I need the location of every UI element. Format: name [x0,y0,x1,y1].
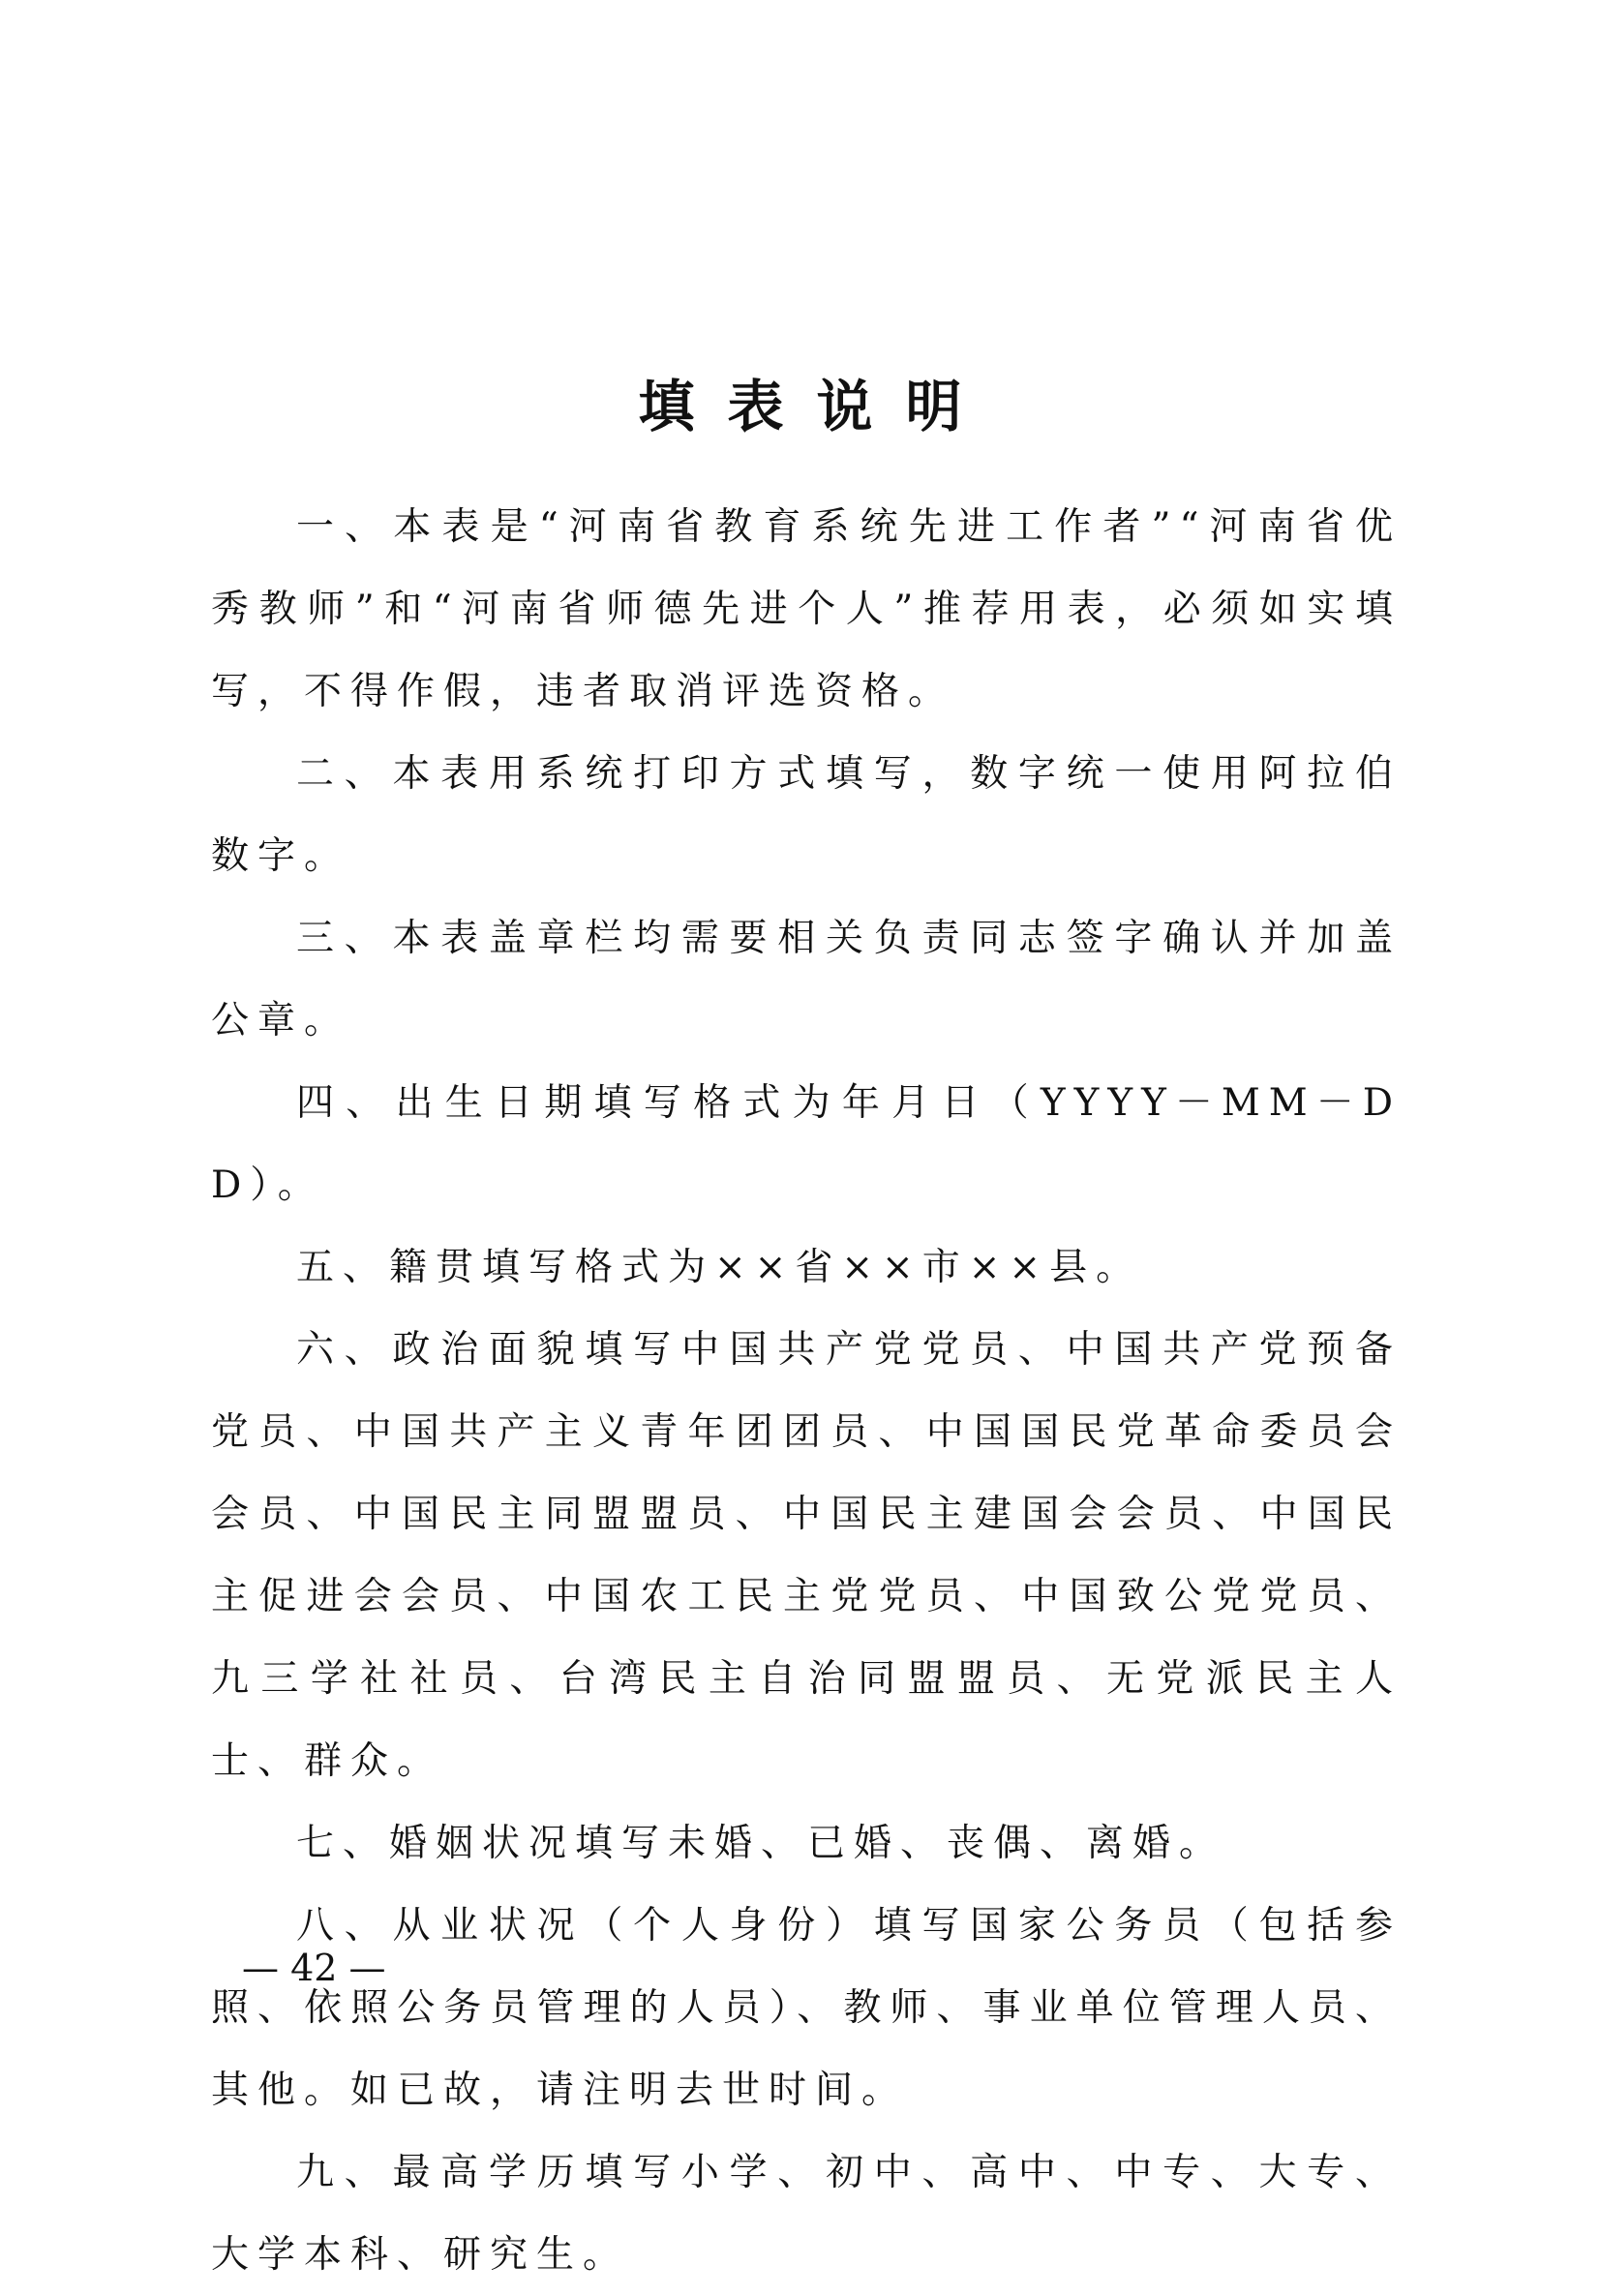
instruction-item-3: 三、本表盖章栏均需要相关负责同志签字确认并加盖公章。 [211,917,1402,1042]
instruction-item-2: 二、本表用系统打印方式填写，数字统一使用阿拉伯数字。 [211,752,1402,878]
instruction-item-8: 八、从业状况（个人身份）填写国家公务员（包括参照、依照公务员管理的人员）、教师、事业单位管理人员、其他。如已故，请注明去世时间。 [211,1904,1402,2112]
instruction-item-9: 九、最高学历填写小学、初中、高中、中专、大专、大学本科、研究生。 [211,2151,1402,2277]
instruction-item-5: 五、籍贯填写格式为××省××市××县。 [296,1246,1143,1289]
page-number: — 42 — [242,1947,386,1989]
instruction-item-6: 六、政治面貌填写中国共产党党员、中国共产党预备党员、中国共产主义青年团团员、中国国民党革命委员会会员、中国民主同盟盟员、中国民主建国会会员、中国民主促进会会员、中国农工民主党党员、中国致公党党员、九三学社社员、台湾民主自治同盟盟员、无党派民主人士、群众。 [211,1328,1402,1783]
instructions-body [211,486,1402,2296]
instruction-item-7: 七、婚姻状况填写未婚、已婚、丧偶、离婚。 [296,1822,1226,1865]
instruction-item-4: 四、出生日期填写格式为年月日（YYYY－MM－DD）。 [211,1081,1402,1207]
page-title: 填表说明 [638,374,995,439]
instruction-item-1: 一、本表是“河南省教育系统先进工作者”“河南省优秀教师”和“河南省师德先进个人”推荐用表，必须如实填写，不得作假，违者取消评选资格。 [211,505,1402,713]
